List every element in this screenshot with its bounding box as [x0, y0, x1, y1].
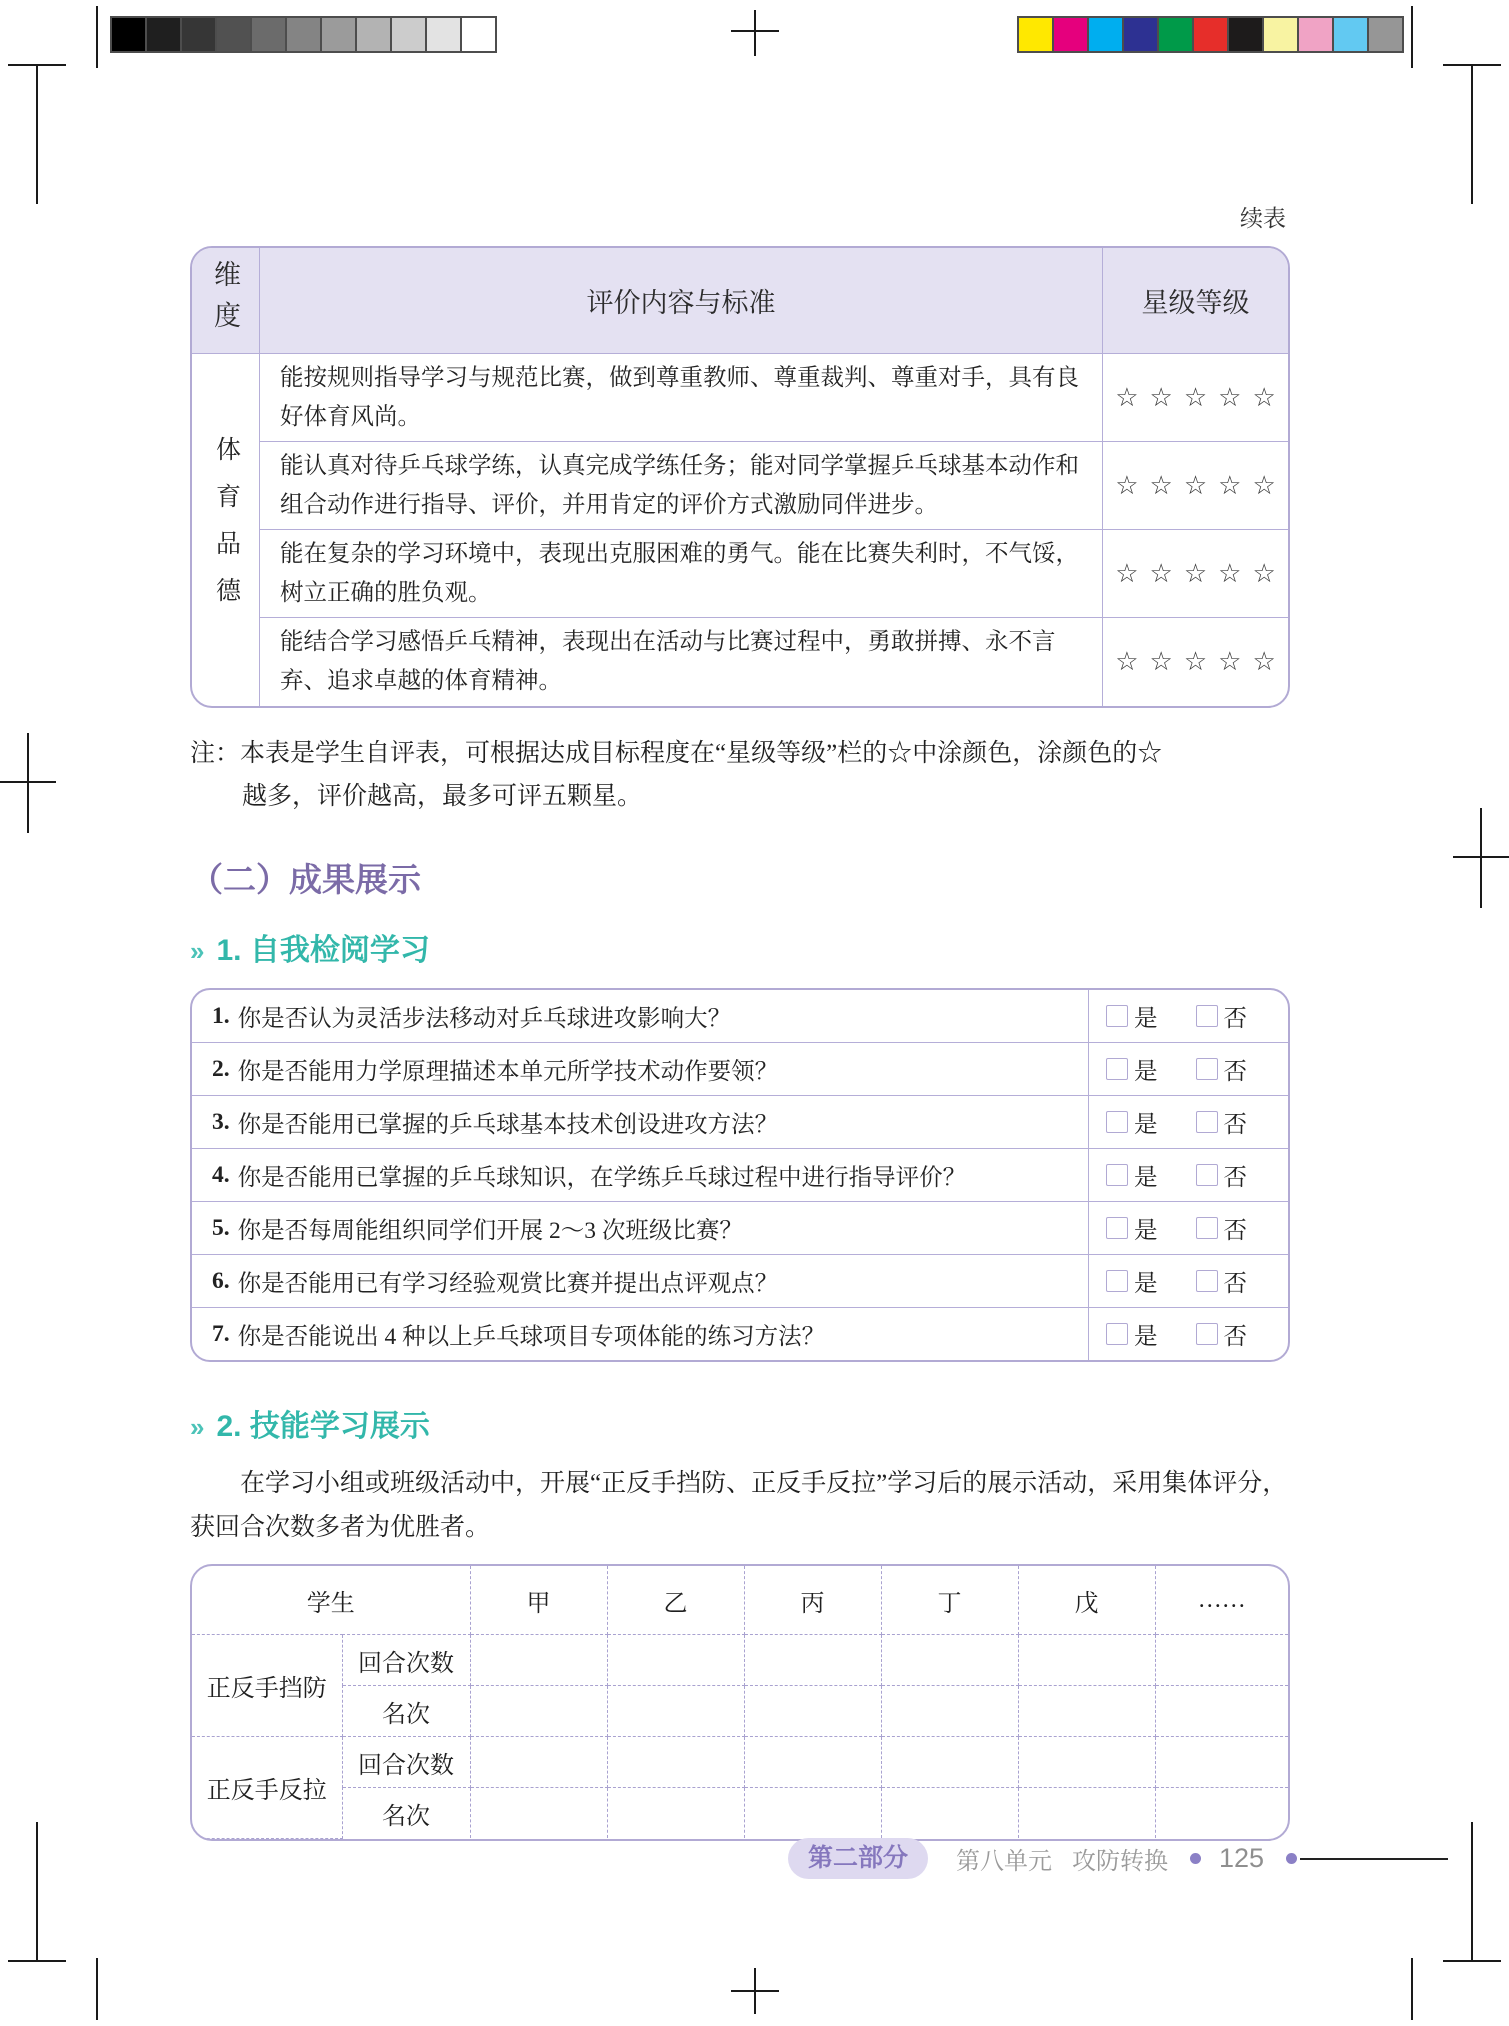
yes-label: 是 [1134, 1006, 1158, 1032]
yes-checkbox[interactable] [1106, 1058, 1128, 1080]
question-cell [192, 1308, 1089, 1360]
question-row [192, 1254, 1288, 1307]
score-cell[interactable] [607, 1737, 744, 1788]
yes-no-cell [1089, 1202, 1288, 1254]
yes-label: 是 [1134, 1324, 1158, 1350]
no-checkbox[interactable] [1196, 1217, 1218, 1239]
chevron-marker-icon: » [190, 1412, 205, 1442]
question-cell [192, 1043, 1089, 1095]
subsection-2-label: 2. 技能学习展示 [216, 1410, 430, 1443]
score-cell[interactable] [1155, 1686, 1288, 1737]
yes-no-cell [1089, 1149, 1288, 1201]
gray-swatch [180, 16, 217, 53]
question-text: 你是否能用力学原理描述本单元所学技术动作要领？ [237, 1059, 779, 1085]
student-column-header: 丁 [881, 1566, 1018, 1635]
crop-mark [36, 1822, 38, 1962]
crop-mark [1471, 64, 1473, 204]
note-text: 本表是学生自评表，可根据达成目标程度在“星级等级”栏的☆中涂颜色，涂颜色的☆ [240, 740, 1163, 767]
star-rating-value: ☆☆☆☆☆ [1115, 647, 1287, 676]
col-header-stars-label: 星级等级 [1141, 288, 1250, 318]
intro-paragraph: 在学习小组或班级活动中，开展“正反手挡防、正反手反拉”学习后的展示活动，采用集体评分，获回合次数多者为优胜者。 [190, 1470, 1288, 1541]
continued-table-label: 续表 [1240, 206, 1286, 231]
no-label: 否 [1223, 1006, 1247, 1032]
no-label: 否 [1223, 1218, 1247, 1244]
metric-label-cell: 名次 [342, 1788, 470, 1839]
star-rating[interactable] [1103, 442, 1288, 530]
no-checkbox[interactable] [1196, 1058, 1218, 1080]
no-label: 否 [1223, 1059, 1247, 1085]
crop-mark [96, 6, 98, 68]
no-option[interactable] [1196, 1211, 1248, 1245]
skill-table-row [192, 1686, 1288, 1737]
question-cell [192, 1202, 1089, 1254]
star-rating-value: ☆☆☆☆☆ [1115, 470, 1287, 500]
metric-label-cell: 回合次数 [342, 1635, 470, 1686]
question-cell [192, 1096, 1089, 1148]
yes-option[interactable] [1106, 999, 1158, 1033]
gray-swatch [425, 16, 462, 53]
col-header-content-label: 评价内容与标准 [586, 288, 776, 318]
crop-mark [1443, 1960, 1501, 1962]
question-number: 3. [212, 1108, 230, 1135]
note-line-1 [190, 732, 1290, 775]
col-header-dimension [192, 248, 260, 354]
yes-no-cell [1089, 1308, 1288, 1360]
col-header-content [260, 248, 1103, 354]
crop-mark [1480, 808, 1482, 908]
star-rating-value: ☆☆☆☆☆ [1115, 382, 1287, 412]
col-header-dimension-label: 维度 [210, 259, 240, 342]
star-rating[interactable] [1103, 530, 1288, 618]
crop-mark [1411, 1958, 1413, 2020]
footer-dot-icon [1286, 1853, 1297, 1864]
score-cell[interactable] [1155, 1788, 1288, 1839]
no-option[interactable] [1196, 1158, 1248, 1192]
student-column-header: 戊 [1018, 1566, 1155, 1635]
crop-mark [1411, 6, 1413, 68]
score-cell[interactable] [1018, 1788, 1155, 1839]
color-swatch [1192, 16, 1229, 53]
question-cell [192, 1255, 1089, 1307]
yes-label: 是 [1134, 1271, 1158, 1297]
note-prefix: 注： [190, 740, 241, 767]
student-header-cell: 学生 [192, 1566, 470, 1635]
yes-checkbox[interactable] [1106, 1111, 1128, 1133]
yes-option[interactable] [1106, 1317, 1158, 1351]
skill-label-cell: 正反手挡防 [192, 1635, 342, 1737]
dimension-label: 体育品德 [212, 436, 240, 624]
footer-rule [1300, 1858, 1448, 1860]
yes-checkbox[interactable] [1106, 1270, 1128, 1292]
score-cell[interactable] [744, 1686, 881, 1737]
no-option[interactable] [1196, 1052, 1248, 1086]
subsection-1-label: 1. 自我检阅学习 [216, 934, 430, 967]
score-cell[interactable] [881, 1788, 1018, 1839]
no-label: 否 [1223, 1324, 1247, 1350]
question-number: 5. [212, 1214, 230, 1241]
question-row [192, 1095, 1288, 1148]
no-label: 否 [1223, 1271, 1247, 1297]
crop-mark [8, 1960, 66, 1962]
score-cell[interactable] [1018, 1635, 1155, 1686]
yes-option[interactable] [1106, 1264, 1158, 1298]
no-option[interactable] [1196, 1105, 1248, 1139]
note-line-2 [190, 775, 1290, 818]
question-text: 你是否能用已掌握的乒乓球基本技术创设进攻方法？ [237, 1112, 779, 1138]
skill-table-row [192, 1788, 1288, 1839]
yes-option[interactable] [1106, 1158, 1158, 1192]
student-column-header: 乙 [607, 1566, 744, 1635]
crop-mark [731, 30, 779, 32]
question-number: 1. [212, 1002, 230, 1029]
question-cell [192, 990, 1089, 1042]
question-row [192, 1042, 1288, 1095]
yes-label: 是 [1134, 1059, 1158, 1085]
dimension-cell [192, 354, 260, 706]
color-swatch [1017, 16, 1054, 53]
crop-mark [27, 733, 29, 833]
criterion-cell [260, 618, 1103, 706]
question-number: 2. [212, 1055, 230, 1082]
score-cell[interactable] [607, 1788, 744, 1839]
color-swatch [1052, 16, 1089, 53]
crop-mark [36, 64, 38, 204]
score-cell[interactable] [470, 1686, 607, 1737]
no-checkbox[interactable] [1196, 1164, 1218, 1186]
color-swatch [1157, 16, 1194, 53]
yes-label: 是 [1134, 1112, 1158, 1138]
question-row [192, 1307, 1288, 1360]
yes-option[interactable] [1106, 1211, 1158, 1245]
student-column-header: 甲 [470, 1566, 607, 1635]
yes-no-cell [1089, 1096, 1288, 1148]
student-column-header: 丙 [744, 1566, 881, 1635]
question-row [192, 990, 1288, 1042]
grayscale-calibration-bar [110, 16, 497, 53]
color-swatch [1367, 16, 1404, 53]
criterion-text: 能在复杂的学习环境中，表现出克服困难的勇气。能在比赛失利时，不气馁，树立正确的胜负观。 [280, 540, 1079, 606]
score-cell[interactable] [881, 1635, 1018, 1686]
yes-label: 是 [1134, 1165, 1158, 1191]
yes-checkbox[interactable] [1106, 1164, 1128, 1186]
no-checkbox[interactable] [1196, 1111, 1218, 1133]
chapter-label: 攻防转换 [1072, 1848, 1169, 1875]
yes-option[interactable] [1106, 1105, 1158, 1139]
section-title: （二）成果展示 [190, 861, 421, 898]
score-cell[interactable] [607, 1686, 744, 1737]
part-badge: 第二部分 [788, 1838, 928, 1879]
star-rating[interactable] [1103, 618, 1288, 706]
no-checkbox[interactable] [1196, 1323, 1218, 1345]
score-cell[interactable] [744, 1788, 881, 1839]
question-number: 4. [212, 1161, 230, 1188]
no-option[interactable] [1196, 1264, 1248, 1298]
yes-checkbox[interactable] [1106, 1005, 1128, 1027]
page-number: 125 [1219, 1843, 1265, 1873]
score-cell[interactable] [1018, 1686, 1155, 1737]
student-column-header: …… [1155, 1566, 1288, 1635]
score-cell[interactable] [470, 1788, 607, 1839]
crop-mark [1471, 1822, 1473, 1962]
gray-swatch [145, 16, 182, 53]
score-cell[interactable] [470, 1737, 607, 1788]
footer-dot-icon [1190, 1853, 1201, 1864]
criterion-cell [260, 442, 1103, 530]
gray-swatch [390, 16, 427, 53]
gray-swatch [355, 16, 392, 53]
score-cell[interactable] [744, 1737, 881, 1788]
page-footer [788, 1838, 1448, 1879]
no-label: 否 [1223, 1165, 1247, 1191]
gray-swatch [250, 16, 287, 53]
yes-checkbox[interactable] [1106, 1217, 1128, 1239]
gray-swatch [215, 16, 252, 53]
score-cell[interactable] [881, 1686, 1018, 1737]
score-cell[interactable] [607, 1635, 744, 1686]
question-text: 你是否能用已有学习经验观赏比赛并提出点评观点？ [237, 1271, 779, 1297]
page-content [190, 206, 1290, 1841]
crop-mark [96, 1958, 98, 2020]
color-swatch [1122, 16, 1159, 53]
score-cell[interactable] [1155, 1737, 1288, 1788]
no-option[interactable] [1196, 999, 1248, 1033]
criterion-text: 能认真对待乒乓球学练，认真完成学练任务；能对同学掌握乒乓球基本动作和组合动作进行指导、评价，并用肯定的评价方式激励同伴进步。 [280, 452, 1079, 518]
gray-swatch [285, 16, 322, 53]
star-rating[interactable] [1103, 354, 1288, 442]
score-cell[interactable] [470, 1635, 607, 1686]
no-checkbox[interactable] [1196, 1005, 1218, 1027]
yes-no-cell [1089, 1043, 1288, 1095]
table-note [190, 732, 1290, 818]
no-option[interactable] [1196, 1317, 1248, 1351]
gray-swatch [110, 16, 147, 53]
subsection-title-2 [190, 1406, 1290, 1448]
yes-no-cell [1089, 1255, 1288, 1307]
color-swatch [1227, 16, 1264, 53]
question-text: 你是否能说出 4 种以上乒乓球项目专项体能的练习方法？ [237, 1324, 826, 1350]
score-cell[interactable] [881, 1737, 1018, 1788]
no-checkbox[interactable] [1196, 1270, 1218, 1292]
metric-label-cell: 回合次数 [342, 1737, 470, 1788]
skill-table-header-row [192, 1566, 1288, 1635]
evaluation-table [190, 246, 1290, 708]
score-cell[interactable] [744, 1635, 881, 1686]
unit-label: 第八单元 [956, 1848, 1053, 1875]
question-cell [192, 1149, 1089, 1201]
gray-swatch [320, 16, 357, 53]
question-text: 你是否认为灵活步法移动对乒乓球进攻影响大？ [237, 1006, 732, 1032]
yes-no-cell [1089, 990, 1288, 1042]
color-swatch [1332, 16, 1369, 53]
crop-mark [754, 10, 756, 56]
color-swatch [1087, 16, 1124, 53]
question-row [192, 1148, 1288, 1201]
self-check-table [190, 988, 1290, 1362]
criterion-text: 能结合学习感悟乒乓精神，表现出在活动与比赛过程中，勇敢拼搏、永不言弃、追求卓越的体育精神。 [280, 629, 1056, 694]
star-rating-value: ☆☆☆☆☆ [1115, 558, 1287, 588]
score-cell[interactable] [1018, 1737, 1155, 1788]
yes-label: 是 [1134, 1218, 1158, 1244]
skill-label-cell: 正反手反拉 [192, 1737, 342, 1839]
no-label: 否 [1223, 1112, 1247, 1138]
score-cell[interactable] [1155, 1635, 1288, 1686]
question-text: 你是否能用已掌握的乒乓球知识，在学练乒乓球过程中进行指导评价？ [237, 1165, 967, 1191]
criterion-cell [260, 354, 1103, 442]
yes-option[interactable] [1106, 1052, 1158, 1086]
skill-table-row [192, 1737, 1288, 1788]
skill-display-table [190, 1564, 1290, 1841]
question-row [192, 1201, 1288, 1254]
col-header-stars [1103, 248, 1288, 354]
note-text: 越多，评价越高，最多可评五颗星。 [242, 783, 643, 810]
gray-swatch [460, 16, 497, 53]
crop-mark [731, 1990, 779, 1992]
question-number: 6. [212, 1267, 230, 1294]
skill-table-row [192, 1635, 1288, 1686]
criterion-cell [260, 530, 1103, 618]
color-swatch [1262, 16, 1299, 53]
question-number: 7. [212, 1320, 230, 1347]
criterion-text: 能按规则指导学习与规范比赛，做到尊重教师、尊重裁判、尊重对手，具有良好体育风尚。 [280, 364, 1079, 430]
yes-checkbox[interactable] [1106, 1323, 1128, 1345]
color-swatch [1297, 16, 1334, 53]
color-calibration-bar [1017, 16, 1404, 53]
question-text: 你是否每周能组织同学们开展 2～3 次班级比赛？ [237, 1218, 743, 1244]
chevron-marker-icon: » [190, 936, 205, 966]
subsection-title-1 [190, 930, 1290, 972]
metric-label-cell: 名次 [342, 1686, 470, 1737]
